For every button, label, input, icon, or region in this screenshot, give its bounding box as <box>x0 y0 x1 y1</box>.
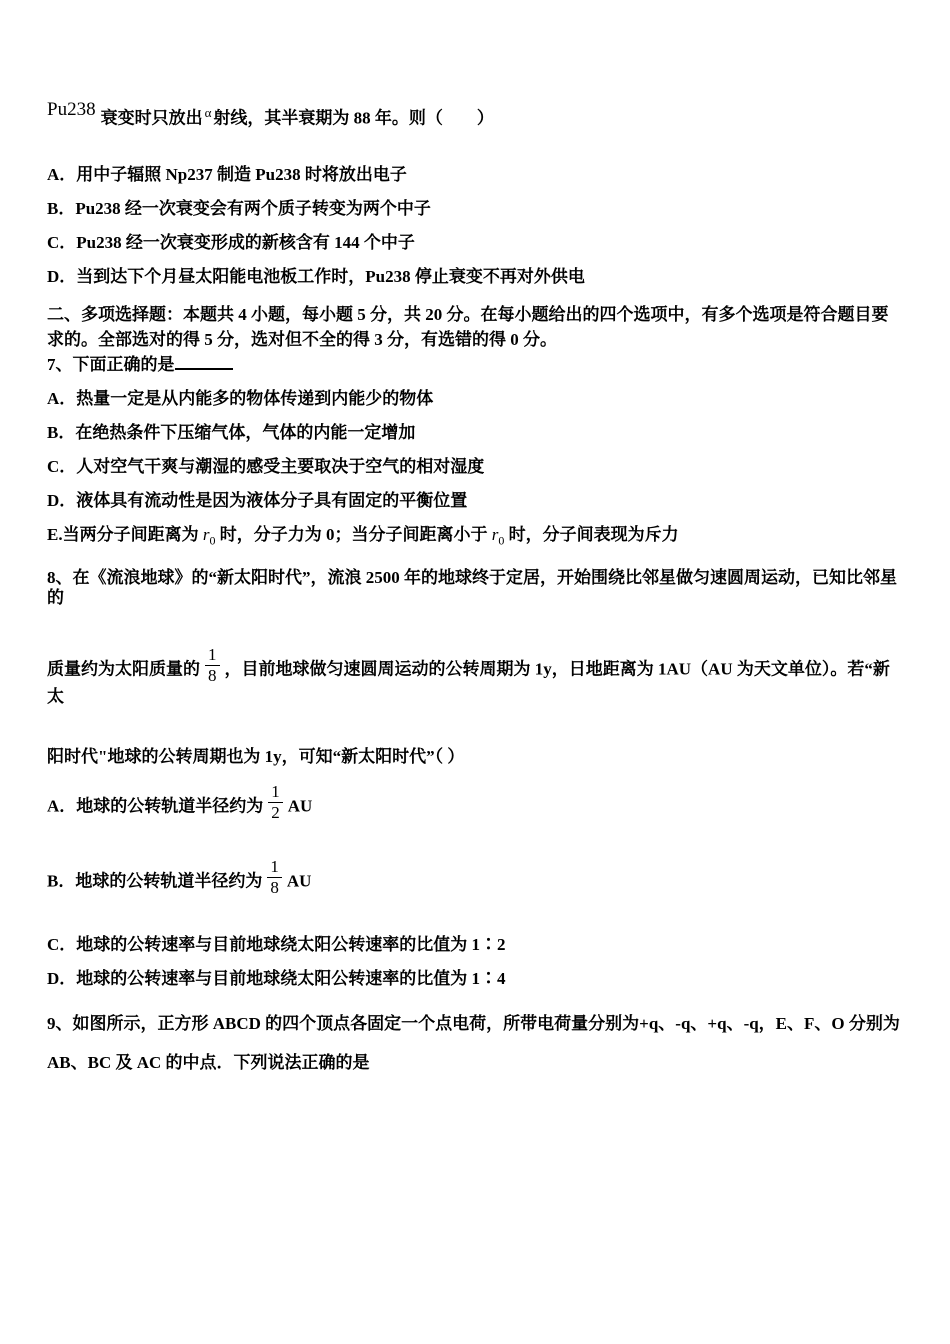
fraction-denominator: 2 <box>271 803 280 823</box>
q8-a-pre: A．地球的公转轨道半径约为 <box>47 796 264 816</box>
question-8-stem-line2 <box>47 645 905 707</box>
q6-option-c: C．Pu238 经一次衰变形成的新核含有 144 个中子 <box>47 232 415 252</box>
question-8-stem-line3: 阳时代"地球的公转周期也为 1y，可知“新太阳时代”（ ） <box>47 746 465 766</box>
q8-b-pre: B．地球的公转轨道半径约为 <box>47 871 263 890</box>
q8-option-b <box>47 857 905 899</box>
q8-option-d: D．地球的公转速率与目前地球绕太阳公转速率的比值为 1∶4 <box>47 969 506 989</box>
q7-stem-text: 7、下面正确的是 <box>47 354 175 374</box>
r0-variable: r <box>491 524 499 544</box>
q7-option-d: D．液体具有流动性是因为液体分子具有固定的平衡位置 <box>47 490 468 510</box>
section-2-header: 二、多项选择题：本题共 4 小题，每小题 5 分，共 20 分。在每小题给出的四个选项中，有多个选项是符合题目要求的。全部选对的得 5 分，选对但不全的得 3 分，有选错的得 0 分。 <box>47 304 889 349</box>
fraction-one-eighth <box>205 645 220 687</box>
alpha-symbol: α <box>204 105 212 120</box>
r0-subscript: 0 <box>209 533 216 548</box>
q7-option-e <box>47 525 905 550</box>
q8-option-a <box>47 782 905 824</box>
q7-option-b: B．在绝热条件下压缩气体，气体的内能一定增加 <box>47 422 416 442</box>
q7-e-seg1: E.当两分子间距离为 <box>47 524 203 544</box>
fraction-one-eighth <box>267 857 282 899</box>
q6-option-a: A．用中子辐照 Np237 制造 Pu238 时将放出电子 <box>47 164 407 184</box>
q8-line2-pre: 质量约为太阳质量的 <box>47 659 200 679</box>
q7-e-seg3: 时，分子间表现为斥力 <box>504 524 679 544</box>
question-7-stem <box>47 354 905 375</box>
r0-subscript: 0 <box>498 533 505 548</box>
question-8-stem-line1: 8、在《流浪地球》的“新太阳时代”，流浪 2500 年的地球终于定居，开始围绕比邻星做匀速圆周运动，已知比邻星的 <box>47 568 897 608</box>
fraction-numerator: 1 <box>268 782 283 803</box>
question-9-stem: 9、如图所示，正方形 ABCD 的四个顶点各固定一个点电荷，所带电荷量分别为+q、-q、+q、-q，E、F、O 分别为 AB、BC 及 AC 的中点．下列说法正确的是 <box>47 1014 900 1073</box>
q7-e-seg2: 时，分子力为 0；当分子间距离小于 <box>215 524 492 544</box>
fraction-denominator: 8 <box>270 878 279 897</box>
q7-option-a: A．热量一定是从内能多的物体传递到内能少的物体 <box>47 388 434 408</box>
q8-line2-post: ，目前地球做匀速圆周运动的公转周期为 1y，日地距离为 1AU（AU 为天文单位）。若“新太 <box>47 659 890 706</box>
q6-stem-post: 射线，其半衰期为 88 年。则（ ） <box>213 108 494 128</box>
fraction-numerator: 1 <box>267 857 282 878</box>
fraction-denominator: 8 <box>208 666 217 686</box>
q6-option-b: B．Pu238 经一次衰变会有两个质子转变为两个中子 <box>47 198 431 218</box>
answer-blank <box>175 354 233 370</box>
fraction-one-half <box>268 782 283 824</box>
fraction-numerator: 1 <box>205 645 220 666</box>
q7-option-c: C．人对空气干爽与潮湿的感受主要取决于空气的相对湿度 <box>47 456 485 476</box>
isotope-label: Pu238 <box>47 98 96 120</box>
question-6-stem <box>47 98 905 129</box>
q6-option-d: D．当到达下个月昼太阳能电池板工作时，Pu238 停止衰变不再对外供电 <box>47 266 585 286</box>
q8-b-post: AU <box>286 871 312 890</box>
q8-a-post: AU <box>287 796 313 816</box>
r0-variable: r <box>202 524 210 544</box>
q6-stem-pre: 衰变时只放出 <box>100 108 203 128</box>
q8-option-c: C．地球的公转速率与目前地球绕太阳公转速率的比值为 1∶2 <box>47 935 506 955</box>
